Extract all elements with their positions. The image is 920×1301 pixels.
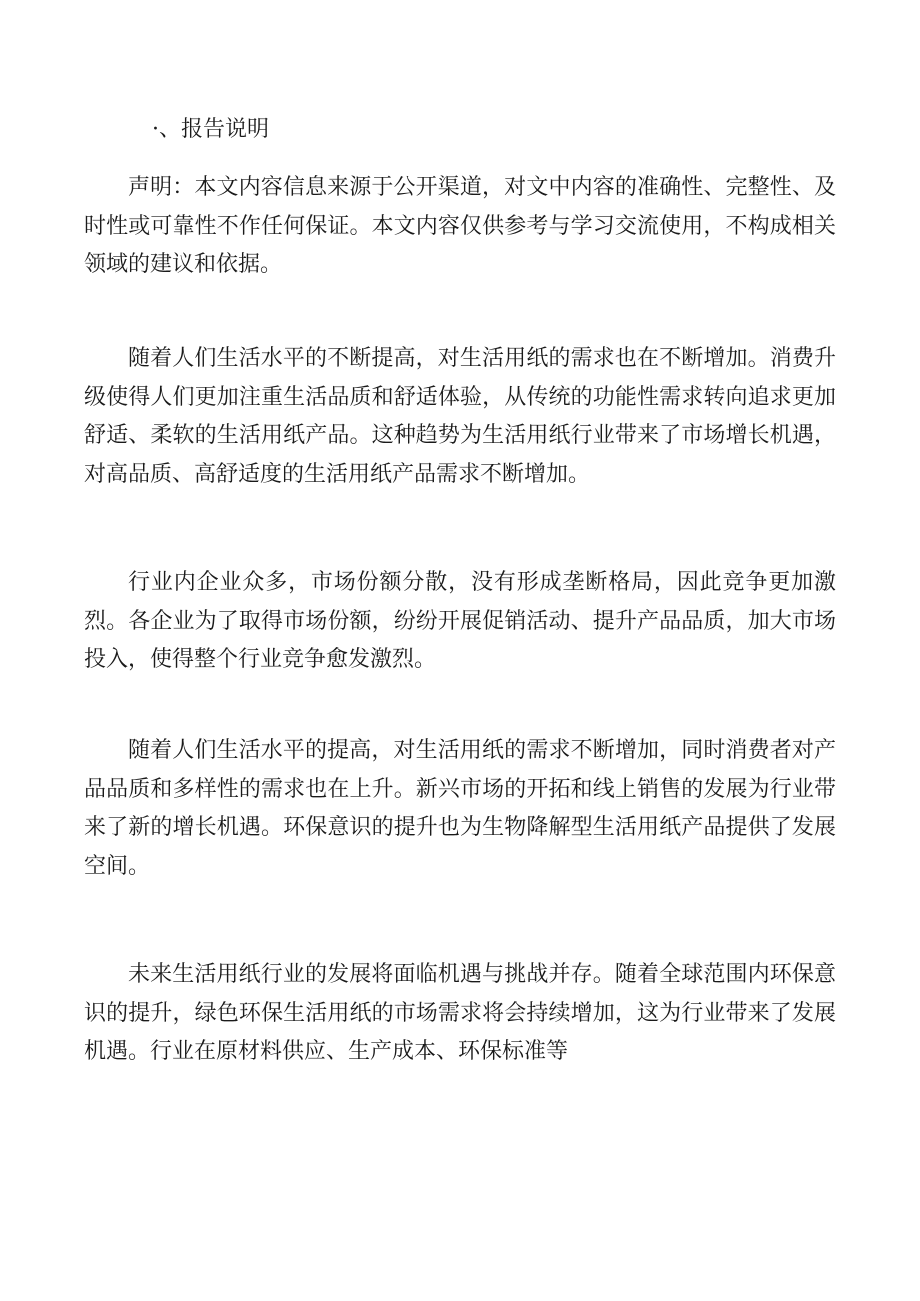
paragraph-disclaimer: 声明：本文内容信息来源于公开渠道，对文中内容的准确性、完整性、及时性或可靠性不作任何保证。本文内容仅供参考与学习交流使用，不构成相关领域的建议和依据。: [84, 175, 836, 277]
paragraph-demand-growth: 随着人们生活水平的不断提高，对生活用纸的需求也在不断增加。消费升级使得人们更加注重生活品质和舒适体验，从传统的功能性需求转向追求更加舒适、柔软的生活用纸产品。这种趋势为生活用纸行业带来了市场增长机遇，对高品质、高舒适度的生活用纸产品需求不断增加。: [84, 346, 836, 487]
paragraph-future-outlook: 未来生活用纸行业的发展将面临机遇与挑战并存。随着全球范围内环保意识的提升，绿色环保生活用纸的市场需求将会持续增加，这为行业带来了发展机遇。行业在原材料供应、生产成本、环保标准等: [84, 962, 836, 1064]
section-heading: ·、报告说明: [152, 117, 269, 142]
paragraph-competition: 行业内企业众多，市场份额分散，没有形成垄断格局，因此竞争更加激烈。各企业为了取得市场份额，纷纷开展促销活动、提升产品品质，加大市场投入，使得整个行业竞争愈发激烈。: [84, 570, 836, 672]
paragraph-opportunities: 随着人们生活水平的提高，对生活用纸的需求不断增加，同时消费者对产品品质和多样性的需求也在上升。新兴市场的开拓和线上销售的发展为行业带来了新的增长机遇。环保意识的提升也为生物降解型生活用纸产品提供了发展空间。: [84, 738, 836, 879]
